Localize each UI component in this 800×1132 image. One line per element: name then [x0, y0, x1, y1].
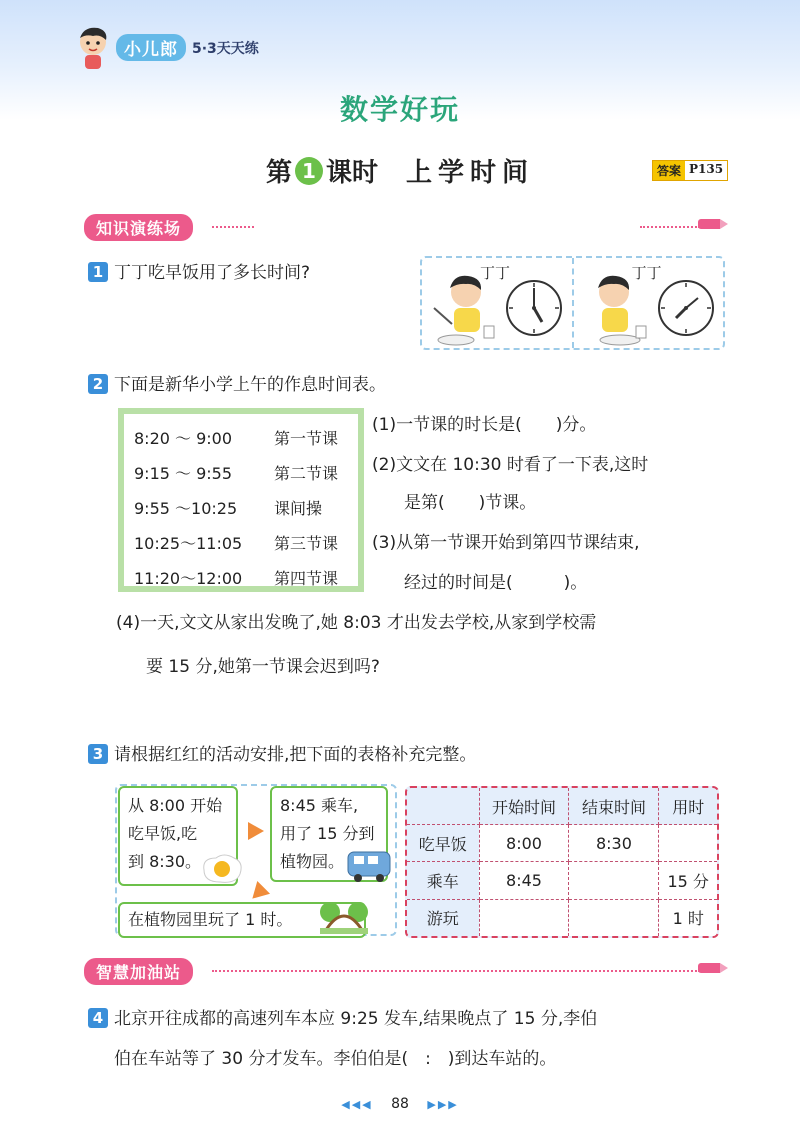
table-cell: 15 分 [659, 862, 717, 899]
question-4 [88, 1004, 597, 1029]
lesson-suffix: 课时 [325, 158, 378, 188]
timetable-item: 课间操 [274, 499, 323, 518]
activity-line: 从 8:00 开始 [128, 796, 223, 815]
section-header-practice [84, 214, 193, 240]
table-cell: 8:00 [479, 825, 569, 862]
breakfast-pictures [420, 256, 725, 350]
table-header: 用时 [659, 788, 717, 825]
sub-question-3: (3)从第一节课开始到第四节课结束, [372, 533, 640, 553]
timetable-row [134, 490, 348, 525]
section-title: 知识演练场 [84, 214, 193, 241]
table-header: 开始时间 [479, 788, 569, 825]
table-cell [569, 899, 659, 936]
question-4-cont: 伯在车站等了 30 分才发车。李伯伯是( : )到达车站的。 [114, 1049, 557, 1069]
picture-caption: 丁丁 [480, 264, 511, 282]
table-header: 结束时间 [569, 788, 659, 825]
timetable-row [134, 455, 348, 490]
question-text: 丁丁吃早饭用了多长时间? [114, 263, 311, 283]
answer-page: P135 [685, 161, 727, 180]
timetable-row [134, 420, 348, 455]
timetable-item: 第一节课 [274, 429, 339, 448]
question-number: 3 [88, 744, 108, 764]
brand [116, 34, 259, 61]
divider [212, 226, 254, 228]
answer-label: 答案 [653, 161, 685, 180]
boy-mascot-icon [76, 26, 110, 70]
activity-line: 植物园。 [280, 852, 345, 871]
table-row [407, 825, 717, 862]
bus-icon [346, 848, 392, 884]
timetable [118, 408, 364, 592]
brand-logo: 小儿郎 [116, 34, 186, 61]
divider [640, 226, 700, 228]
timetable-time: 8:20 ～ 9:00 [134, 429, 233, 448]
right-arrows-icon: ▶▶▶ [427, 1098, 459, 1111]
table-cell: 吃早饭 [407, 825, 479, 862]
lesson-prefix: 第 [265, 158, 292, 188]
table-row [407, 862, 717, 899]
garden-icon [318, 896, 370, 936]
sub-question-1: (1)一节课的时长是( )分。 [372, 415, 597, 435]
left-arrows-icon: ◀◀◀ [341, 1098, 373, 1111]
timetable-row [134, 560, 348, 595]
table-cell: 1 时 [659, 899, 717, 936]
timetable-time: 11:20～12:00 [134, 569, 243, 588]
timetable-time: 10:25～11:05 [134, 534, 243, 553]
sub-question-4: (4)一天,文文从家出发晚了,她 8:03 才出发去学校,从家到学校需 [116, 613, 597, 633]
egg-icon [200, 852, 244, 886]
question-3 [88, 740, 476, 765]
page-footer [0, 1096, 800, 1112]
arrow-icon [248, 822, 264, 840]
answer-reference [652, 160, 728, 181]
picture-end [572, 258, 724, 348]
activity-line: 到 8:30。 [128, 852, 202, 871]
brand-series: 5·3天天练 [192, 40, 259, 57]
picture-caption: 丁丁 [631, 264, 662, 282]
table-cell [569, 862, 659, 899]
sub-question-2: (2)文文在 10:30 时看了一下表,这时 [372, 455, 649, 475]
table-header [407, 788, 479, 825]
clock-icon [656, 278, 716, 338]
table-cell [479, 899, 569, 936]
section-header-bonus [84, 958, 193, 984]
picture-start [422, 258, 572, 348]
timetable-time: 9:55 ～10:25 [134, 499, 238, 518]
pencil-icon [698, 219, 720, 229]
timetable-item: 第二节课 [274, 464, 339, 483]
activity-line: 用了 15 分到 [280, 824, 375, 843]
question-text: 北京开往成都的高速列车本应 9:25 发车,结果晚点了 15 分,李伯 [114, 1009, 598, 1029]
activity-line: 在植物园里玩了 1 时。 [128, 910, 293, 929]
question-text: 下面是新华小学上午的作息时间表。 [114, 375, 386, 395]
table-cell: 8:45 [479, 862, 569, 899]
question-text: 请根据红红的活动安排,把下面的表格补充完整。 [114, 745, 477, 765]
page-number: 88 [391, 1096, 409, 1112]
table-cell: 8:30 [569, 825, 659, 862]
sub-question-4-cont: 要 15 分,她第一节课会迟到吗? [146, 657, 380, 677]
unit-title: 数学好玩 [339, 93, 460, 126]
divider [212, 970, 700, 972]
table-cell [659, 825, 717, 862]
question-number: 1 [88, 262, 108, 282]
timetable-time: 9:15 ～ 9:55 [134, 464, 233, 483]
timetable-item: 第四节课 [274, 569, 339, 588]
question-1 [88, 258, 310, 283]
sub-question-3-cont: 经过的时间是( )。 [404, 573, 588, 593]
timetable-item: 第三节课 [274, 534, 339, 553]
question-number: 4 [88, 1008, 108, 1028]
boy-eating-icon [430, 268, 500, 348]
timetable-row [134, 525, 348, 560]
table-cell: 游玩 [407, 899, 479, 936]
table-cell: 乘车 [407, 862, 479, 899]
lesson-number: 1 [295, 157, 323, 185]
table-header-row [407, 788, 717, 825]
question-number: 2 [88, 374, 108, 394]
boy-finished-icon [582, 268, 652, 348]
activity-line: 吃早饭,吃 [128, 824, 198, 843]
question-2 [88, 370, 386, 395]
activity-table [405, 786, 719, 938]
clock-icon [504, 278, 564, 338]
lesson-name: 上学时间 [406, 158, 535, 188]
pencil-icon [698, 963, 720, 973]
section-title: 智慧加油站 [84, 958, 193, 985]
sub-question-2-cont: 是第( )节课。 [404, 493, 537, 513]
activity-line: 8:45 乘车, [280, 796, 359, 815]
table-row [407, 899, 717, 936]
